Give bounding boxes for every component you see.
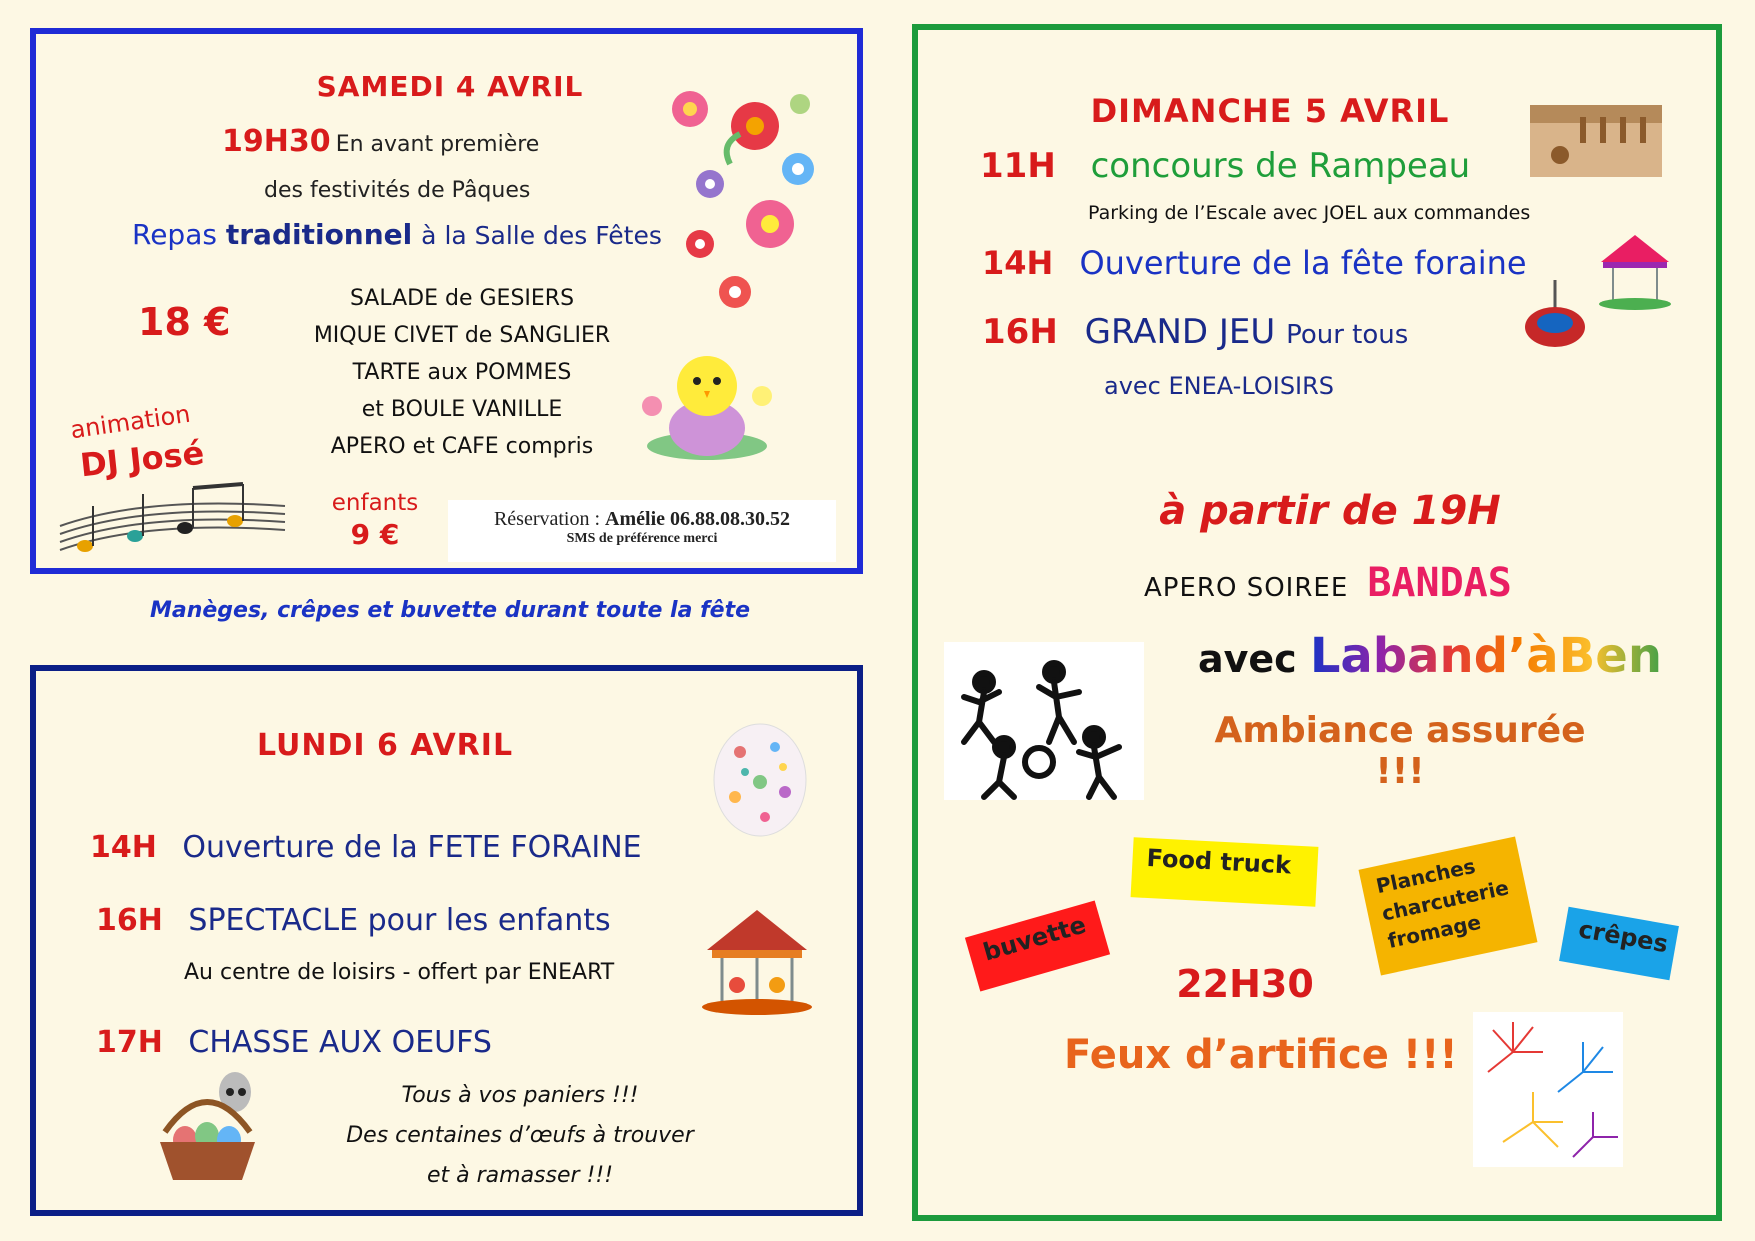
flowers-icon xyxy=(660,64,820,309)
closing-line: Tous à vos paniers !!! xyxy=(401,1083,639,1108)
menu-item: TARTE aux POMMES xyxy=(352,360,572,385)
dimanche-event-1 xyxy=(980,146,1470,186)
dimanche-event-2 xyxy=(982,244,1527,282)
closing-line: et à ramasser !!! xyxy=(426,1163,614,1188)
tag-crepes: crêpes xyxy=(1559,907,1679,981)
kids-label: enfants xyxy=(331,490,419,516)
menu-item: APERO et CAFE compris xyxy=(330,434,594,459)
dimanche-title: DIMANCHE 5 AVRIL xyxy=(1090,92,1450,130)
repas-word: Repas xyxy=(132,218,217,251)
apero-line xyxy=(1144,560,1512,606)
tag-planches: Planches charcuterie fromage xyxy=(1359,837,1538,976)
tag-food-truck: Food truck xyxy=(1131,837,1319,907)
fireworks-text: Feux d’artifice !!! xyxy=(1064,1032,1458,1078)
lundi-event-2 xyxy=(96,903,611,938)
tag-buvette: buvette xyxy=(965,900,1110,991)
lundi-time-1: 14H xyxy=(90,830,157,865)
dim-time-3: 16H xyxy=(982,312,1058,352)
kids-price: 9 € xyxy=(350,518,400,551)
dim-text-3b: Pour tous xyxy=(1286,320,1409,350)
dim-sub-3: avec ENEA-LOISIRS xyxy=(1104,372,1335,400)
easter-chick-icon xyxy=(632,336,782,466)
dim-text-3a: GRAND JEU xyxy=(1084,312,1276,352)
carousel-icon xyxy=(692,895,822,1025)
repas-location: à la Salle des Fêtes xyxy=(421,221,662,250)
dimanche-event-3 xyxy=(982,312,1408,352)
avec-text: avec xyxy=(1198,637,1297,681)
evening-start: à partir de 19H xyxy=(1159,488,1501,534)
lundi-time-2: 16H xyxy=(96,903,163,938)
menu-item: MIQUE CIVET de SANGLIER xyxy=(313,323,611,348)
samedi-time: 19H30 xyxy=(222,124,331,159)
dim-text-1: concours de Rampeau xyxy=(1090,146,1471,186)
lundi-text-2a: SPECTACLE xyxy=(188,903,359,938)
menu-item: SALADE de GESIERS xyxy=(349,286,575,311)
reservation-label: Réservation : xyxy=(493,508,601,530)
band-name: Laband’àBen xyxy=(1309,628,1663,684)
menu-item: et BOULE VANILLE xyxy=(361,397,563,422)
dim-text-2: Ouverture de la fête foraine xyxy=(1079,244,1527,282)
fireworks-icon xyxy=(1473,1012,1623,1167)
easter-egg-icon xyxy=(705,712,815,842)
lundi-event-3 xyxy=(96,1025,492,1060)
lundi-sub-2: Au centre de loisirs - offert par ENEART xyxy=(184,960,615,985)
dim-time-1: 11H xyxy=(980,146,1056,186)
dj-label: DJ José xyxy=(78,433,206,485)
reservation-contact: Amélie 06.88.08.30.52 xyxy=(605,508,791,530)
apero-text: APERO SOIREE xyxy=(1144,573,1349,603)
lundi-text-3: CHASSE AUX OEUFS xyxy=(188,1025,492,1060)
lundi-event-1 xyxy=(90,830,642,865)
manege-note: Manèges, crêpes et buvette durant toute la fête xyxy=(149,598,751,623)
bumper-car-icon xyxy=(1520,275,1590,355)
dim-sub-1: Parking de l’Escale avec JOEL aux commandes xyxy=(1088,202,1531,224)
carousel-small-icon xyxy=(1593,230,1678,315)
samedi-repas-line xyxy=(132,218,662,251)
samedi-title: SAMEDI 4 AVRIL xyxy=(316,70,584,103)
rampeau-icon xyxy=(1530,105,1662,177)
closing-line: Des centaines d’œufs à trouver xyxy=(346,1123,694,1148)
lundi-title: LUNDI 6 AVRIL xyxy=(256,728,514,763)
lundi-text-1: Ouverture de la FETE FORAINE xyxy=(182,830,642,865)
fireworks-time: 22H30 xyxy=(1176,962,1314,1006)
lundi-closing xyxy=(330,1076,710,1196)
ambiance-text: Ambiance assurée !!! xyxy=(1214,710,1586,792)
lundi-time-3: 17H xyxy=(96,1025,163,1060)
samedi-intro1: En avant première xyxy=(335,132,540,157)
samedi-price: 18 € xyxy=(138,300,231,344)
samedi-menu xyxy=(262,280,662,465)
musicians-icon xyxy=(944,642,1144,800)
repas-traditionnel: traditionnel xyxy=(225,218,413,251)
reservation-box xyxy=(448,500,836,562)
animation-label: animation xyxy=(68,399,193,445)
band-line xyxy=(1198,628,1662,684)
bandas-text: BANDAS xyxy=(1367,560,1512,606)
reservation-note: SMS de préférence merci xyxy=(566,531,718,546)
lundi-text-2b: pour les enfants xyxy=(367,903,611,938)
samedi-intro-line xyxy=(222,124,539,159)
dim-time-2: 14H xyxy=(982,244,1054,282)
music-notes-icon xyxy=(55,476,290,558)
easter-basket-icon xyxy=(150,1062,265,1187)
samedi-intro2: des festivités de Pâques xyxy=(264,178,531,203)
